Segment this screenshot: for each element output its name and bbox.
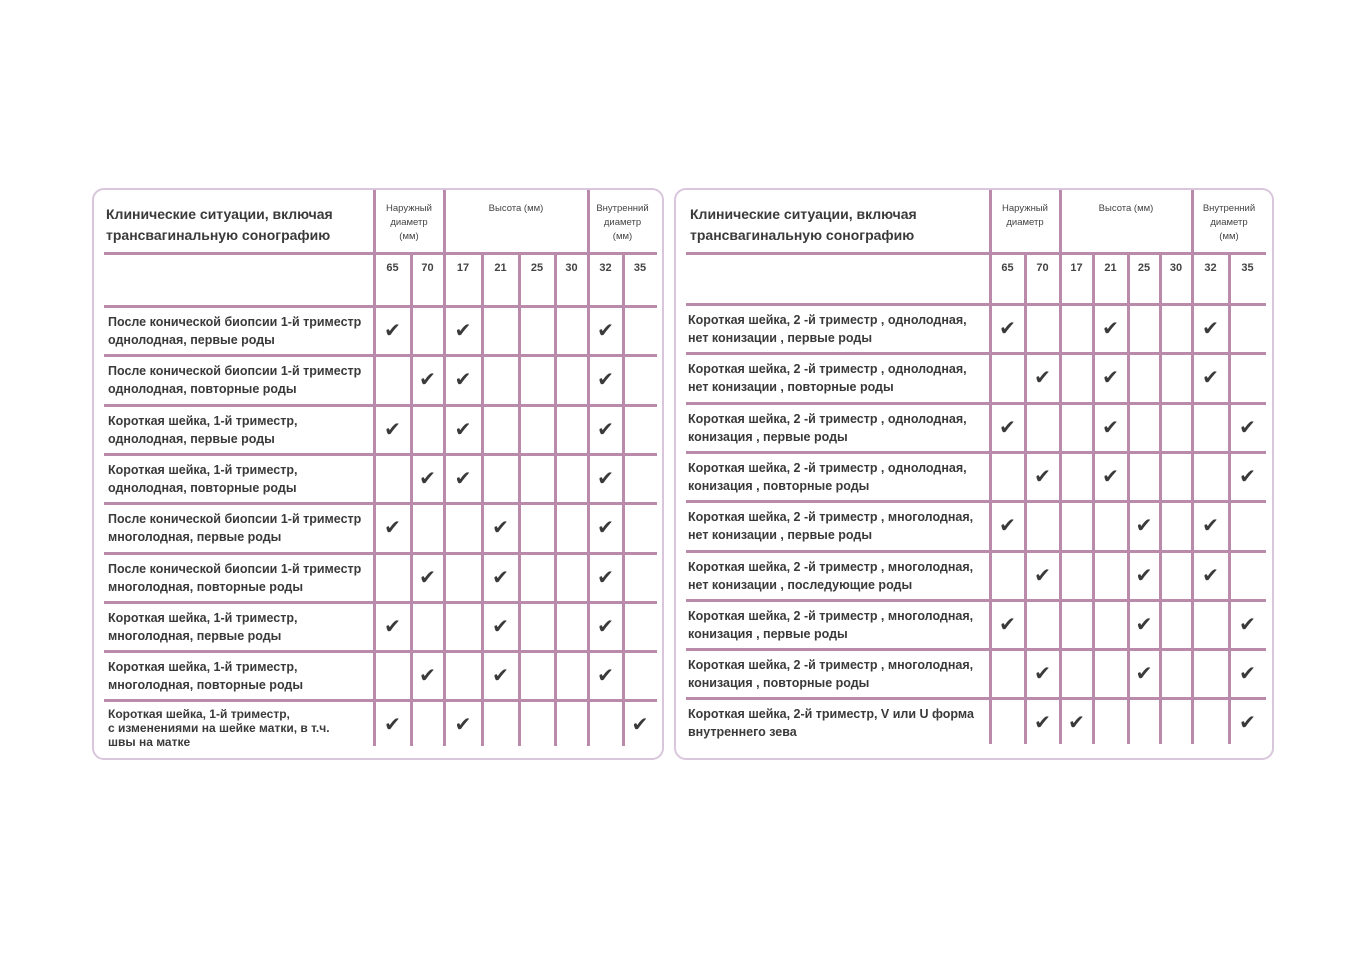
right-row-divider [686, 599, 1266, 602]
left-check-mark-icon: ✔ [597, 465, 614, 490]
left-column-header: 32 [599, 262, 612, 274]
left-column-header: 30 [565, 262, 578, 274]
right-column-header: 65 [1001, 262, 1014, 274]
left-check-mark-icon: ✔ [384, 416, 401, 441]
right-check-mark-icon: ✔ [1202, 365, 1219, 390]
left-check-mark-icon: ✔ [454, 465, 472, 490]
right-check-mark-icon: ✔ [1239, 661, 1256, 686]
left-check-mark-icon: ✔ [597, 318, 614, 342]
left-table-card [92, 188, 664, 760]
left-row-divider [104, 354, 657, 357]
left-check-mark-icon: ✔ [384, 515, 401, 540]
left-row-divider [104, 453, 657, 456]
right-table-title: Клинические ситуации, включая трансвагинальную сонографию [690, 206, 917, 243]
left-check-mark-icon: ✔ [597, 613, 614, 638]
right-check-mark-icon: ✔ [999, 414, 1016, 439]
right-column-divider [1191, 190, 1194, 744]
left-column-header: 65 [386, 262, 399, 274]
right-check-mark-icon: ✔ [1034, 463, 1051, 488]
left-column-header: 21 [494, 262, 507, 274]
right-check-mark-icon: ✔ [1102, 365, 1119, 390]
right-row-divider [686, 550, 1266, 553]
right-check-mark-icon: ✔ [1239, 414, 1256, 439]
left-row-divider [104, 305, 657, 308]
left-check-mark-icon: ✔ [631, 712, 649, 737]
left-row-label: Короткая шейка, 1-й триместр, однолодная, первые роды [108, 413, 298, 446]
left-column-divider [373, 190, 376, 746]
right-row-label: Короткая шейка, 2 -й триместр , многолодная, конизация , первые роды [688, 608, 974, 641]
left-group-header: Высота (мм) [488, 203, 544, 214]
right-group-header: Внутренний диаметр (мм) [1202, 203, 1256, 242]
left-column-divider [554, 252, 557, 746]
right-row-label: Короткая шейка, 2-й триместр, V или U форма внутреннего зева [688, 707, 974, 740]
left-check-mark-icon: ✔ [597, 663, 614, 688]
right-row-divider [686, 402, 1266, 405]
right-check-mark-icon: ✔ [999, 513, 1016, 538]
right-check-mark-icon: ✔ [1102, 414, 1119, 439]
right-check-mark-icon: ✔ [999, 611, 1016, 636]
right-column-header: 30 [1169, 262, 1183, 274]
right-row-divider [686, 648, 1266, 651]
right-check-mark-icon: ✔ [1202, 316, 1219, 340]
right-row-label: Короткая шейка, 2 -й триместр , однолодная, нет конизации , первые роды [688, 313, 967, 345]
right-row-label: Короткая шейка, 2 -й триместр , многолодная, нет конизации , первые роды [688, 510, 974, 543]
right-row-label: Короткая шейка, 2 -й триместр , многолодная, конизация , повторные роды [688, 658, 974, 691]
left-row-label: После конической биопсии 1-й триместр однолодная, повторные роды [108, 364, 362, 397]
right-check-mark-icon: ✔ [1239, 463, 1256, 488]
right-check-mark-icon: ✔ [1034, 562, 1051, 587]
right-row-label: Короткая шейка, 2 -й триместр , однолодная, конизация , повторные роды [688, 460, 967, 493]
left-row-label: Короткая шейка, 1-й триместр, многолодная, повторные роды [108, 660, 304, 693]
left-check-mark-icon: ✔ [419, 465, 436, 490]
right-check-mark-icon: ✔ [1239, 611, 1256, 636]
left-check-mark-icon: ✔ [597, 416, 614, 441]
left-check-mark-icon: ✔ [492, 515, 509, 540]
left-column-header: 25 [530, 262, 544, 274]
right-row-label: Короткая шейка, 2 -й триместр , однолодная, нет конизации , повторные роды [688, 362, 967, 395]
right-check-mark-icon: ✔ [1034, 365, 1051, 390]
right-check-mark-icon: ✔ [999, 316, 1016, 340]
right-row-label: Короткая шейка, 2 -й триместр , многолодная, нет конизации , последующие роды [688, 559, 974, 592]
left-row-label: После конической биопсии 1-й триместр многолодная, первые роды [108, 512, 362, 545]
left-row-divider [104, 699, 657, 702]
right-criteria-table [676, 190, 1272, 758]
left-check-mark-icon: ✔ [454, 367, 472, 392]
left-group-header: Внутренний диаметр (мм) [596, 203, 649, 242]
right-check-mark-icon: ✔ [1135, 513, 1153, 538]
right-column-header: 35 [1241, 262, 1254, 274]
right-table-card [674, 188, 1274, 760]
left-criteria-table [94, 190, 662, 758]
right-check-mark-icon: ✔ [1202, 562, 1219, 587]
right-column-header: 17 [1070, 262, 1083, 274]
right-check-mark-icon: ✔ [1135, 661, 1153, 686]
left-column-header: 70 [421, 262, 434, 274]
left-check-mark-icon: ✔ [454, 712, 472, 737]
right-check-mark-icon: ✔ [1102, 316, 1119, 340]
right-check-mark-icon: ✔ [1102, 463, 1119, 488]
left-row-label: Короткая шейка, 1-й триместр, многолодная, первые роды [108, 610, 298, 643]
left-header-divider [104, 252, 657, 255]
left-row-label: После конической биопсии 1-й триместр однолодная, первые роды [108, 315, 362, 347]
left-column-header: 17 [456, 262, 470, 274]
right-row-divider [686, 303, 1266, 306]
right-column-header: 70 [1036, 262, 1049, 274]
left-row-divider [104, 650, 657, 653]
left-row-label: Короткая шейка, 1-й триместр, с изменениями на шейке матки, в т.ч. швы на матке [108, 707, 330, 750]
left-check-mark-icon: ✔ [492, 613, 509, 638]
right-check-mark-icon: ✔ [1239, 710, 1256, 735]
right-check-mark-icon: ✔ [1135, 611, 1153, 636]
left-check-mark-icon: ✔ [597, 367, 614, 392]
left-table-title: Клинические ситуации, включая трансвагинальную сонографию [106, 206, 333, 243]
left-check-mark-icon: ✔ [597, 564, 614, 589]
right-check-mark-icon: ✔ [1068, 710, 1085, 735]
left-check-mark-icon: ✔ [454, 318, 472, 342]
right-column-header: 32 [1204, 262, 1217, 274]
right-row-divider [686, 500, 1266, 503]
left-row-divider [104, 502, 657, 505]
right-row-divider [686, 697, 1266, 700]
right-header-divider [686, 252, 1266, 255]
left-check-mark-icon: ✔ [492, 663, 509, 688]
left-check-mark-icon: ✔ [384, 613, 401, 638]
left-check-mark-icon: ✔ [454, 416, 472, 441]
left-check-mark-icon: ✔ [419, 663, 436, 688]
left-row-label: После конической биопсии 1-й триместр многолодная, повторные роды [108, 561, 362, 594]
right-column-header: 21 [1104, 262, 1117, 274]
right-column-divider [989, 190, 992, 744]
right-group-header: Высота (мм) [1098, 203, 1154, 214]
left-row-divider [104, 552, 657, 555]
right-row-divider [686, 352, 1266, 355]
right-check-mark-icon: ✔ [1202, 513, 1219, 538]
left-group-header: Наружный диаметр (мм) [386, 203, 432, 242]
left-check-mark-icon: ✔ [492, 564, 509, 589]
right-group-header: Наружный диаметр [1002, 203, 1048, 228]
left-check-mark-icon: ✔ [419, 564, 436, 589]
right-column-header: 25 [1137, 262, 1151, 274]
right-check-mark-icon: ✔ [1135, 562, 1153, 587]
left-check-mark-icon: ✔ [384, 712, 401, 737]
right-row-label: Короткая шейка, 2 -й триместр , однолодная, конизация , первые роды [688, 411, 967, 444]
left-row-divider [104, 601, 657, 604]
right-check-mark-icon: ✔ [1034, 710, 1051, 735]
left-check-mark-icon: ✔ [384, 318, 401, 342]
right-check-mark-icon: ✔ [1034, 661, 1051, 686]
right-row-divider [686, 451, 1266, 454]
left-row-label: Короткая шейка, 1-й триместр, однолодная, повторные роды [108, 462, 298, 495]
left-check-mark-icon: ✔ [419, 367, 436, 392]
left-column-header: 35 [633, 262, 647, 274]
left-row-divider [104, 404, 657, 407]
left-check-mark-icon: ✔ [597, 515, 614, 540]
